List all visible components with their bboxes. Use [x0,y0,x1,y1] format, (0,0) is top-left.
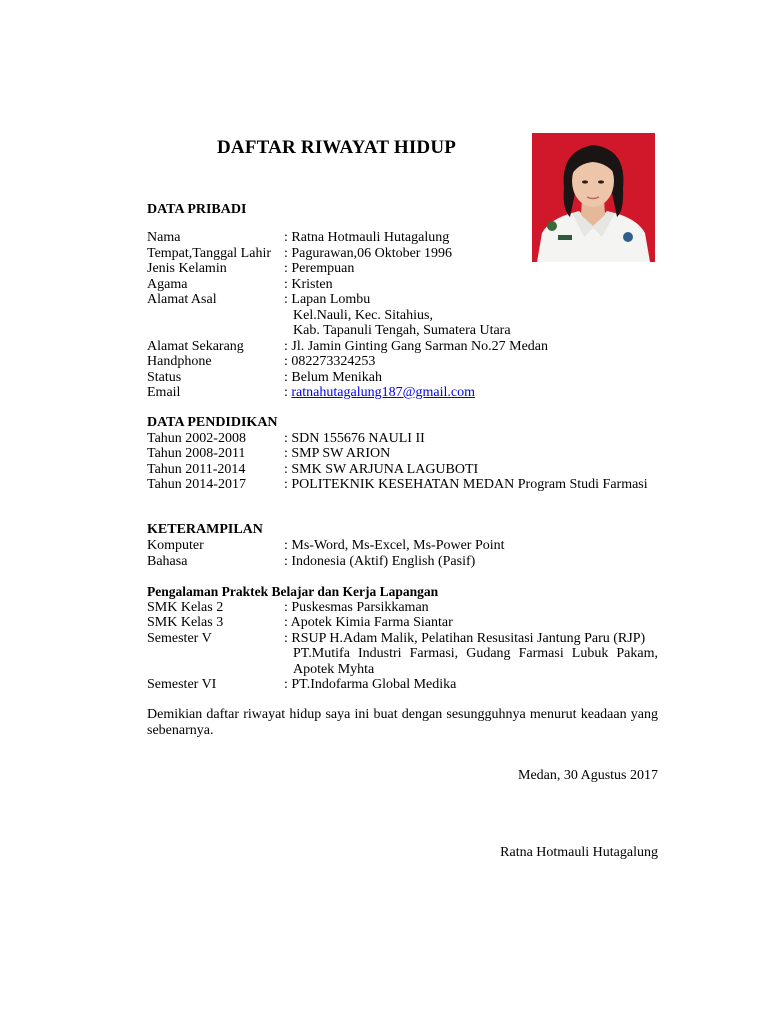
field-value: : Pagurawan,06 Oktober 1996 [284,245,452,261]
field-value: : Apotek Kimia Farma Siantar [284,615,453,630]
field-value: : Lapan Lombu [284,292,371,307]
email-colon: : [284,385,292,400]
field-label: Alamat Asal [147,292,217,307]
field-label: Status [147,369,182,385]
field-label: Alamat Sekarang [147,338,244,354]
place-date: Medan, 30 Agustus 2017 [518,768,658,783]
field-value: : Belum Menikah [284,369,382,385]
field-label: Agama [147,276,188,292]
field-label: Bahasa [147,553,188,569]
field-label: Nama [147,230,181,245]
section-heading-data-pribadi: DATA PRIBADI [147,202,247,217]
section-heading-data-pendidikan: DATA PENDIDIKAN [147,415,278,430]
section-heading-keterampilan: KETERAMPILAN [147,522,263,537]
field-value: : RSUP H.Adam Malik, Pelatihan Resusitasi Jantung Paru (RJP) [284,630,646,646]
field-value: : SMK SW ARJUNA LAGUBOTI [284,461,479,477]
field-value: : Ms-Word, Ms-Excel, Ms-Power Point [284,538,505,553]
portrait-illustration [532,133,655,262]
field-label: Jenis Kelamin [147,261,227,276]
field-value: : PT.Indofarma Global Medika [284,677,457,692]
field-label: Semester VI [147,677,217,692]
field-value: : Kristen [284,276,333,292]
field-value: : SDN 155676 NAULI II [284,430,425,446]
field-label: Email [147,385,181,400]
field-value: : SMP SW ARION [284,446,391,461]
field-value: : Puskesmas Parsikkaman [284,599,429,615]
field-value: : Perempuan [284,261,355,276]
field-label: Tempat,Tanggal Lahir [147,245,271,261]
page-title: DAFTAR RIWAYAT HIDUP [217,137,457,158]
field-label: Tahun 2002-2008 [147,430,246,446]
closing-paragraph: Demikian daftar riwayat hidup saya ini buat dengan sesungguhnya menurut keadaan yang sebenarnya. [147,707,658,738]
semester-v-line-3: Apotek Myhta [293,661,375,677]
profile-photo [532,133,655,262]
field-label: SMK Kelas 3 [147,615,224,630]
alamat-asal-line-3: Kab. Tapanuli Tengah, Sumatera Utara [293,323,511,338]
field-label: Komputer [147,538,204,553]
field-label: Tahun 2008-2011 [147,446,246,461]
field-label: Handphone [147,354,212,369]
field-label: Tahun 2011-2014 [147,461,246,477]
field-value: : POLITEKNIK KESEHATAN MEDAN Program Studi Farmasi [284,477,648,492]
field-value: : Ratna Hotmauli Hutagalung [284,230,450,245]
alamat-asal-line-2: Kel.Nauli, Kec. Sitahius, [293,307,433,323]
signature-name: Ratna Hotmauli Hutagalung [500,845,658,860]
field-value: : 082273324253 [284,354,376,369]
section-heading-pengalaman: Pengalaman Praktek Belajar dan Kerja Lapangan [147,584,439,599]
semester-v-line-2: PT.Mutifa Industri Farmasi, Gudang Farmasi Lubuk Pakam, [293,646,658,661]
email-link[interactable]: ratnahutagalung187@gmail.com [291,385,475,400]
field-label: SMK Kelas 2 [147,599,224,615]
field-value: : Jl. Jamin Ginting Gang Sarman No.27 Medan [284,338,549,354]
field-value [284,385,475,400]
field-label: Semester V [147,630,212,646]
field-value: : Indonesia (Aktif) English (Pasif) [284,553,476,569]
field-label: Tahun 2014-2017 [147,477,246,492]
